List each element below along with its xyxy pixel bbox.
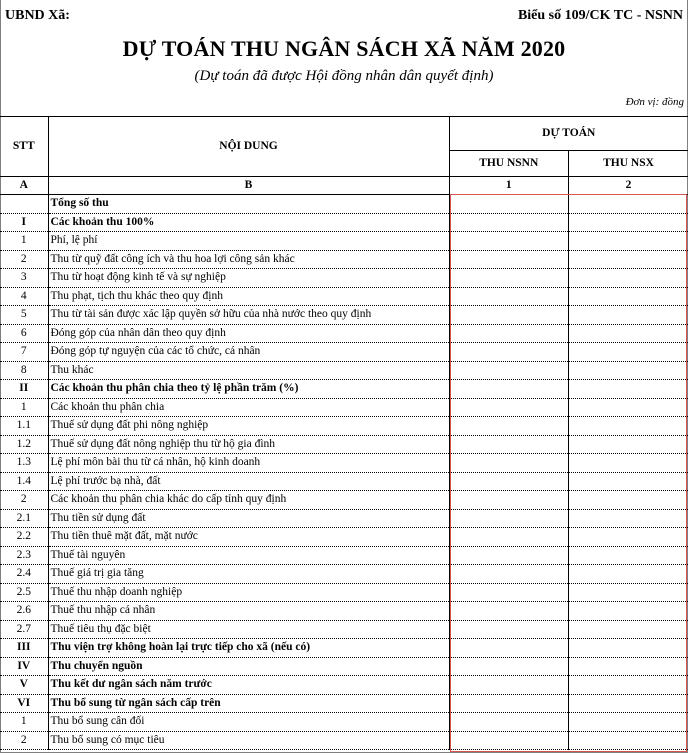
row-thu-nsnn-cell[interactable] xyxy=(449,454,569,473)
row-thu-nsx-cell[interactable] xyxy=(569,583,688,602)
row-stt: 1.4 xyxy=(0,472,48,491)
row-stt: 2.6 xyxy=(0,602,48,621)
col-letter-2: 2 xyxy=(569,177,688,195)
row-stt: II xyxy=(0,380,48,399)
row-stt: 2 xyxy=(0,731,48,750)
row-thu-nsx-cell[interactable] xyxy=(569,602,688,621)
table-row xyxy=(0,546,688,565)
table-row xyxy=(0,528,688,547)
row-thu-nsnn-cell[interactable] xyxy=(449,213,569,232)
row-thu-nsnn-cell[interactable] xyxy=(449,657,569,676)
row-thu-nsx-cell[interactable] xyxy=(569,380,688,399)
table-row xyxy=(0,676,688,695)
row-stt: 1.3 xyxy=(0,454,48,473)
col-letter-1: 1 xyxy=(449,177,569,195)
row-thu-nsx-cell[interactable] xyxy=(569,195,688,214)
row-content: Các khoản thu phân chia theo tỷ lệ phần trăm (%) xyxy=(48,380,449,399)
row-thu-nsx-cell[interactable] xyxy=(569,213,688,232)
row-thu-nsnn-cell[interactable] xyxy=(449,602,569,621)
table-row xyxy=(0,232,688,251)
row-thu-nsx-cell[interactable] xyxy=(569,657,688,676)
row-content: Các khoản thu phân chia xyxy=(48,398,449,417)
row-content: Thu từ quỹ đất công ích và thu hoa lợi công sản khác xyxy=(48,250,449,269)
row-thu-nsnn-cell[interactable] xyxy=(449,324,569,343)
row-content: Thu viện trợ không hoàn lại trực tiếp cho xã (nếu có) xyxy=(48,639,449,658)
document-subtitle: (Dự toán đã được Hội đồng nhân dân quyết định) xyxy=(194,68,494,84)
row-stt: 3 xyxy=(0,269,48,288)
row-content: Thu từ tài sản được xác lập quyền sở hữu của nhà nước theo quy định xyxy=(48,306,449,325)
row-thu-nsnn-cell[interactable] xyxy=(449,361,569,380)
row-thu-nsnn-cell[interactable] xyxy=(449,583,569,602)
table-row xyxy=(0,195,688,214)
table-row xyxy=(0,509,688,528)
table-row xyxy=(0,620,688,639)
row-stt: 8 xyxy=(0,361,48,380)
row-thu-nsx-cell[interactable] xyxy=(569,491,688,510)
row-thu-nsx-cell[interactable] xyxy=(569,509,688,528)
row-thu-nsnn-cell[interactable] xyxy=(449,232,569,251)
header-stt: STT xyxy=(0,117,48,177)
row-thu-nsnn-cell[interactable] xyxy=(449,676,569,695)
row-content: Thu chuyển nguồn xyxy=(48,657,449,676)
row-stt: 1 xyxy=(0,232,48,251)
row-thu-nsnn-cell[interactable] xyxy=(449,472,569,491)
row-stt: I xyxy=(0,213,48,232)
table-row xyxy=(0,213,688,232)
table-row xyxy=(0,491,688,510)
row-thu-nsx-cell[interactable] xyxy=(569,287,688,306)
row-content: Thuế tiêu thụ đặc biệt xyxy=(48,620,449,639)
row-content: Lệ phí trước bạ nhà, đất xyxy=(48,472,449,491)
row-thu-nsx-cell[interactable] xyxy=(569,361,688,380)
row-content: Thu bổ sung từ ngân sách cấp trên xyxy=(48,694,449,713)
row-content: Thuế thu nhập cá nhân xyxy=(48,602,449,621)
row-stt: 5 xyxy=(0,306,48,325)
row-content: Thu tiền sử dụng đất xyxy=(48,509,449,528)
row-content: Thu khác xyxy=(48,361,449,380)
row-thu-nsx-cell[interactable] xyxy=(569,472,688,491)
header-estimate: DỰ TOÁN xyxy=(449,117,688,151)
row-thu-nsnn-cell[interactable] xyxy=(449,195,569,214)
column-letter-row xyxy=(0,177,688,195)
row-content: Lệ phí môn bài thu từ cá nhân, hộ kinh doanh xyxy=(48,454,449,473)
table-row xyxy=(0,380,688,399)
row-thu-nsx-cell[interactable] xyxy=(569,620,688,639)
table-row xyxy=(0,694,688,713)
row-content: Thu bổ sung có mục tiêu xyxy=(48,731,449,750)
row-stt: 2.5 xyxy=(0,583,48,602)
col-letter-a: A xyxy=(0,177,48,195)
row-thu-nsnn-cell[interactable] xyxy=(449,287,569,306)
table-row xyxy=(0,250,688,269)
row-thu-nsnn-cell[interactable] xyxy=(449,435,569,454)
row-thu-nsnn-cell[interactable] xyxy=(449,694,569,713)
table-row xyxy=(0,417,688,436)
header-thu-nsnn: THU NSNN xyxy=(449,151,569,177)
row-stt: V xyxy=(0,676,48,695)
table-row xyxy=(0,657,688,676)
row-thu-nsnn-cell[interactable] xyxy=(449,491,569,510)
row-content: Tổng số thu xyxy=(48,195,449,214)
row-thu-nsx-cell[interactable] xyxy=(569,565,688,584)
row-stt: 2.3 xyxy=(0,546,48,565)
row-stt: 6 xyxy=(0,324,48,343)
row-stt: 1.1 xyxy=(0,417,48,436)
row-thu-nsx-cell[interactable] xyxy=(569,694,688,713)
row-stt: 2.1 xyxy=(0,509,48,528)
row-thu-nsx-cell[interactable] xyxy=(569,417,688,436)
budget-table xyxy=(0,116,688,750)
row-stt: 2.7 xyxy=(0,620,48,639)
header-thu-nsx: THU NSX xyxy=(569,151,688,177)
row-stt: 2.2 xyxy=(0,528,48,547)
row-thu-nsx-cell[interactable] xyxy=(569,713,688,732)
row-content: Đóng góp tự nguyện của các tổ chức, cá nhân xyxy=(48,343,449,362)
row-thu-nsnn-cell[interactable] xyxy=(449,269,569,288)
row-content: Các khoản thu phân chia khác do cấp tỉnh quy định xyxy=(48,491,449,510)
row-content: Thuế sử dụng đất nông nghiệp thu từ hộ gia đình xyxy=(48,435,449,454)
row-stt: 1.2 xyxy=(0,435,48,454)
row-thu-nsx-cell[interactable] xyxy=(569,269,688,288)
row-content: Thu phạt, tịch thu khác theo quy định xyxy=(48,287,449,306)
header-content: NỘI DUNG xyxy=(48,117,449,177)
row-stt: 1 xyxy=(0,398,48,417)
row-stt: 7 xyxy=(0,343,48,362)
row-thu-nsnn-cell[interactable] xyxy=(449,713,569,732)
issuer-label: UBND Xã: xyxy=(5,8,70,23)
row-content: Thuế sử dụng đất phi nông nghiệp xyxy=(48,417,449,436)
row-content: Các khoản thu 100% xyxy=(48,213,449,232)
row-content: Thuế thu nhập doanh nghiệp xyxy=(48,583,449,602)
table-row xyxy=(0,306,688,325)
row-thu-nsx-cell[interactable] xyxy=(569,306,688,325)
table-row xyxy=(0,324,688,343)
row-thu-nsx-cell[interactable] xyxy=(569,528,688,547)
row-thu-nsx-cell[interactable] xyxy=(569,639,688,658)
row-thu-nsnn-cell[interactable] xyxy=(449,731,569,750)
row-thu-nsnn-cell[interactable] xyxy=(449,565,569,584)
row-thu-nsx-cell[interactable] xyxy=(569,324,688,343)
row-stt: IV xyxy=(0,657,48,676)
table-header-row xyxy=(0,117,688,151)
row-thu-nsx-cell[interactable] xyxy=(569,398,688,417)
row-thu-nsx-cell[interactable] xyxy=(569,232,688,251)
table-row xyxy=(0,361,688,380)
row-stt: 2 xyxy=(0,491,48,510)
row-thu-nsnn-cell[interactable] xyxy=(449,639,569,658)
row-thu-nsx-cell[interactable] xyxy=(569,546,688,565)
document-title: DỰ TOÁN THU NGÂN SÁCH XÃ NĂM 2020 xyxy=(122,36,566,61)
row-thu-nsnn-cell[interactable] xyxy=(449,306,569,325)
row-stt: VI xyxy=(0,694,48,713)
row-thu-nsnn-cell[interactable] xyxy=(449,509,569,528)
row-thu-nsx-cell[interactable] xyxy=(569,343,688,362)
row-thu-nsx-cell[interactable] xyxy=(569,676,688,695)
row-thu-nsx-cell[interactable] xyxy=(569,435,688,454)
row-stt: 2.4 xyxy=(0,565,48,584)
row-thu-nsnn-cell[interactable] xyxy=(449,398,569,417)
row-stt: III xyxy=(0,639,48,658)
table-row xyxy=(0,639,688,658)
row-thu-nsnn-cell[interactable] xyxy=(449,417,569,436)
unit-label: Đơn vị: đồng xyxy=(625,96,684,108)
table-row xyxy=(0,454,688,473)
table-row xyxy=(0,713,688,732)
row-content: Đóng góp của nhân dân theo quy định xyxy=(48,324,449,343)
table-row xyxy=(0,343,688,362)
row-content: Thu bổ sung cân đối xyxy=(48,713,449,732)
table-row xyxy=(0,565,688,584)
row-content: Thuế tài nguyên xyxy=(48,546,449,565)
table-row xyxy=(0,287,688,306)
row-stt xyxy=(0,195,48,214)
row-stt: 1 xyxy=(0,713,48,732)
row-thu-nsnn-cell[interactable] xyxy=(449,546,569,565)
row-thu-nsnn-cell[interactable] xyxy=(449,620,569,639)
row-content: Thu kết dư ngân sách năm trước xyxy=(48,676,449,695)
row-stt: 4 xyxy=(0,287,48,306)
row-thu-nsx-cell[interactable] xyxy=(569,250,688,269)
row-thu-nsnn-cell[interactable] xyxy=(449,528,569,547)
row-content: Thu tiền thuê mặt đất, mặt nước xyxy=(48,528,449,547)
table-row xyxy=(0,731,688,750)
row-content: Phí, lệ phí xyxy=(48,232,449,251)
table-row xyxy=(0,472,688,491)
row-content: Thu từ hoạt động kinh tế và sự nghiệp xyxy=(48,269,449,288)
table-row xyxy=(0,269,688,288)
row-thu-nsnn-cell[interactable] xyxy=(449,250,569,269)
table-row xyxy=(0,435,688,454)
table-row xyxy=(0,602,688,621)
col-letter-b: B xyxy=(48,177,449,195)
row-thu-nsnn-cell[interactable] xyxy=(449,380,569,399)
table-row xyxy=(0,583,688,602)
row-thu-nsnn-cell[interactable] xyxy=(449,343,569,362)
row-content: Thuế giá trị gia tăng xyxy=(48,565,449,584)
row-stt: 2 xyxy=(0,250,48,269)
row-thu-nsx-cell[interactable] xyxy=(569,454,688,473)
row-thu-nsx-cell[interactable] xyxy=(569,731,688,750)
form-number: Biểu số 109/CK TC - NSNN xyxy=(517,8,683,23)
table-row xyxy=(0,398,688,417)
